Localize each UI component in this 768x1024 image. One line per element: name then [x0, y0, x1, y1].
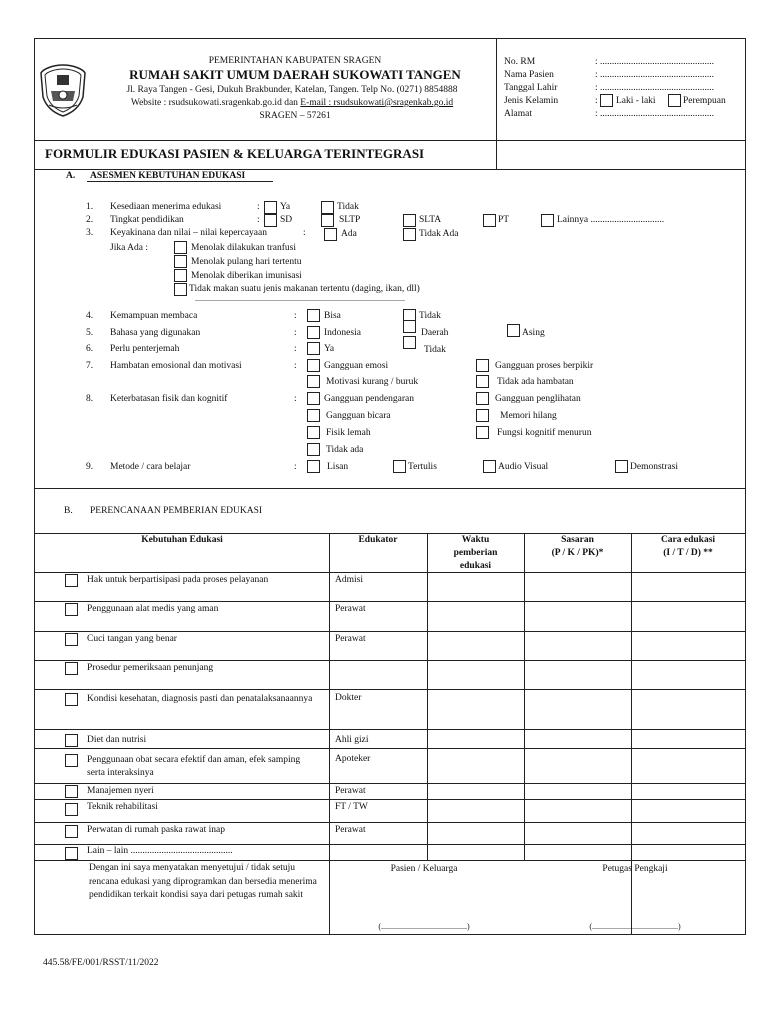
q9-demo-label: Demonstrasi: [630, 462, 679, 472]
q7-opt3-label: Motivasi kurang / buruk: [326, 377, 419, 387]
document-code: 445.58/FE/001/RSST/11/2022: [43, 958, 159, 968]
q2-colon: :: [257, 215, 260, 225]
col-header-target-2: (P / K / PK)*: [551, 548, 604, 558]
row-need: Diet dan nutrisi: [87, 735, 147, 745]
row-educator: Perawat: [335, 786, 366, 796]
q9-audio-checkbox[interactable]: [483, 460, 496, 473]
row-checkbox[interactable]: [65, 847, 78, 860]
q5-label: Bahasa yang digunakan: [110, 328, 201, 338]
q9-tertulis-label: Tertulis: [408, 462, 437, 472]
row-need: Prosedur pemeriksaan penunjang: [87, 663, 214, 673]
section-b-title: PERENCANAAN PEMBERIAN EDUKASI: [90, 506, 263, 516]
row-educator: Perawat: [335, 604, 366, 614]
col-header-educator: Edukator: [358, 535, 398, 545]
website-text: Website : rsudsukowati.sragenkab.go.id dan: [130, 98, 301, 108]
q8-opt6-label: Fungsi kognitif menurun: [497, 428, 592, 438]
q5-indonesia-label: Indonesia: [324, 328, 361, 338]
q6-ya-label: Ya: [324, 344, 335, 354]
q8-opt1-label: Gangguan pendengaran: [324, 394, 414, 404]
row-line: [35, 748, 745, 749]
col-header-time-3: edukasi: [459, 561, 492, 571]
q8-opt2-label: Gangguan penglihatan: [495, 394, 581, 404]
q1-number: 1.: [86, 202, 94, 212]
dob-field[interactable]: : ................................................: [595, 83, 715, 93]
sex-female-checkbox[interactable]: [668, 94, 681, 107]
row-educator: Perawat: [335, 825, 366, 835]
hospital-address: Jl. Raya Tangen - Gesi, Dukuh Brakbunder, Katelan, Tangen. Telp No. (0271) 8854888: [126, 85, 458, 95]
signature-patient-label: Pasien / Keluarga: [390, 864, 458, 874]
row-line: [35, 631, 745, 632]
q8-opt4-checkbox[interactable]: [476, 409, 489, 422]
q9-audio-label: Audio Visual: [498, 462, 549, 472]
gov-name: PEMERINTAHAN KABUPATEN SRAGEN: [208, 56, 382, 66]
q7-opt1-checkbox[interactable]: [307, 359, 320, 372]
q2-sltp-label: SLTP: [339, 215, 361, 225]
col-header-method-2: (I / T / D) **: [663, 548, 713, 558]
q9-number: 9.: [86, 462, 94, 472]
q8-colon: :: [294, 394, 297, 404]
q1-tidak-label: Tidak: [337, 202, 359, 212]
education-form: [34, 38, 746, 935]
q4-number: 4.: [86, 311, 94, 321]
regency-logo-icon: [39, 63, 87, 117]
q2-pt-checkbox[interactable]: [483, 214, 496, 227]
rm-field[interactable]: : ................................................: [595, 57, 715, 67]
q2-slta-checkbox[interactable]: [403, 214, 416, 227]
row-line: [35, 844, 745, 845]
q9-colon: :: [294, 462, 297, 472]
q6-tidak-checkbox[interactable]: [403, 336, 416, 349]
row-line: [35, 783, 745, 784]
row-need: Kondisi kesehatan, diagnosis pasti dan penatalaksanaannya: [87, 694, 313, 704]
q6-ya-checkbox[interactable]: [307, 342, 320, 355]
q3-label: Keyakinana dan nilai – nilai kepercayaan: [110, 228, 267, 238]
row-checkbox[interactable]: [65, 662, 78, 675]
header-bottom-line: [35, 140, 745, 141]
row-need: Penggunaan obat secara efektif dan aman, efek samping serta interaksinya: [87, 755, 301, 778]
q5-colon: :: [294, 328, 297, 338]
table-top-line: [35, 533, 745, 534]
col-header-need: Kebutuhan Edukasi: [141, 535, 223, 545]
hospital-name: RUMAH SAKIT UMUM DAERAH SUKOWATI TANGEN: [129, 67, 461, 82]
section-a-title: ASESMEN KEBUTUHAN EDUKASI: [90, 171, 246, 181]
q1-ya-checkbox[interactable]: [264, 201, 277, 214]
q8-opt5-label: Fisik lemah: [326, 428, 371, 438]
q5-asing-label: Asing: [522, 328, 545, 338]
row-line: [35, 822, 745, 823]
signature-officer-line[interactable]: (...........................................): [589, 922, 681, 931]
q5-number: 5.: [86, 328, 94, 338]
row-checkbox[interactable]: [65, 754, 78, 767]
q3-tidak-ada-checkbox[interactable]: [403, 228, 416, 241]
q3-number: 3.: [86, 228, 94, 238]
q9-lisan-checkbox[interactable]: [307, 460, 320, 473]
q7-number: 7.: [86, 361, 94, 371]
row-line: [35, 601, 745, 602]
q2-sd-checkbox[interactable]: [264, 214, 277, 227]
q7-label: Hambatan emosional dan motivasi: [110, 361, 242, 371]
q8-opt1-checkbox[interactable]: [307, 392, 320, 405]
q2-sd-label: SD: [280, 215, 293, 225]
row-checkbox[interactable]: [65, 734, 78, 747]
q7-opt3-checkbox[interactable]: [307, 375, 320, 388]
row-line: [35, 799, 745, 800]
q4-label: Kemampuan membaca: [110, 311, 198, 321]
col-header-time-2: pemberian: [453, 548, 498, 558]
table-header-line: [35, 572, 745, 573]
email-link[interactable]: E-mail : rsudsukowati@sragenkab.go.id: [300, 98, 454, 108]
q3-opt1-label: Menolak dilakukan tranfusi: [191, 243, 297, 253]
row-need: Cuci tangan yang benar: [87, 634, 177, 644]
name-field[interactable]: : ................................................: [595, 70, 715, 80]
q2-slta-label: SLTA: [419, 215, 442, 225]
q3-opt2-checkbox[interactable]: [174, 255, 187, 268]
q8-opt7-checkbox[interactable]: [307, 443, 320, 456]
q3-opt3-label: Menolak diberikan imunisasi: [191, 271, 302, 281]
q3-dots-line[interactable]: .........................................................................................................: [195, 294, 405, 303]
q3-colon: :: [303, 228, 306, 238]
address-field[interactable]: : ................................................: [595, 109, 715, 119]
q5-daerah-checkbox[interactable]: [403, 320, 416, 333]
row-checkbox[interactable]: [65, 574, 78, 587]
row-checkbox[interactable]: [65, 825, 78, 838]
q2-pt-label: PT: [498, 215, 510, 225]
q9-tertulis-checkbox[interactable]: [393, 460, 406, 473]
q3-ada-checkbox[interactable]: [324, 228, 337, 241]
consent-statement: Dengan ini saya menyatakan menyetujui / tidak setuju rencana edukasi yang diprogramkan dan bersedia menerima pendidikan terkait kondisi saya dari petugas rumah sakit: [89, 863, 317, 900]
row-educator: FT / TW: [335, 802, 368, 812]
row-need[interactable]: Lain – lain ...........................................: [87, 846, 233, 856]
row-educator: Perawat: [335, 634, 366, 644]
signature-patient-line[interactable]: (...........................................): [378, 922, 470, 931]
row-educator: Admisi: [335, 575, 363, 585]
row-checkbox[interactable]: [65, 803, 78, 816]
q2-number: 2.: [86, 215, 94, 225]
section-a-label: A.: [66, 171, 76, 181]
q7-opt1-label: Gangguan emosi: [324, 361, 389, 371]
q4-bisa-label: Bisa: [324, 311, 341, 321]
q8-opt4-label: Memori hilang: [500, 411, 557, 421]
q9-lisan-label: Lisan: [327, 462, 349, 472]
row-educator: Dokter: [335, 693, 362, 703]
row-educator: Apoteker: [335, 754, 371, 764]
q3-opt2-label: Menolak pulang hari tertentu: [191, 257, 302, 267]
q1-tidak-checkbox[interactable]: [321, 201, 334, 214]
q7-colon: :: [294, 361, 297, 371]
signature-officer-label: Petugas Pengkaji: [602, 864, 668, 874]
q2-sltp-checkbox[interactable]: [321, 214, 334, 227]
rm-label: No. RM: [504, 57, 536, 67]
q5-asing-checkbox[interactable]: [507, 324, 520, 337]
q8-opt7-label: Tidak ada: [326, 445, 364, 455]
col-header-method-1: Cara edukasi: [660, 535, 716, 545]
name-label: Nama Pasien: [504, 70, 554, 80]
q8-opt2-checkbox[interactable]: [476, 392, 489, 405]
q3-ada-label: Ada: [341, 229, 357, 239]
q7-opt2-checkbox[interactable]: [476, 359, 489, 372]
q2-label: Tingkat pendidikan: [110, 215, 184, 225]
q8-opt5-checkbox[interactable]: [307, 426, 320, 439]
q7-opt4-checkbox[interactable]: [476, 375, 489, 388]
website-line: [87, 98, 497, 108]
q6-tidak-label: Tidak: [424, 345, 446, 355]
q9-label: Metode / cara belajar: [110, 462, 191, 472]
sex-female-label: Perempuan: [683, 96, 726, 106]
section-b-label: B.: [64, 506, 73, 516]
q3-opt3-checkbox[interactable]: [174, 269, 187, 282]
q9-demo-checkbox[interactable]: [615, 460, 628, 473]
q3-opt1-checkbox[interactable]: [174, 241, 187, 254]
row-checkbox[interactable]: [65, 693, 78, 706]
section-a-underline: [87, 181, 273, 182]
sex-label: Jenis Kelamin: [504, 96, 559, 106]
q3-tidak-ada-label: Tidak Ada: [419, 229, 459, 239]
q4-colon: :: [294, 311, 297, 321]
q6-label: Perlu penterjemah: [110, 344, 180, 354]
row-checkbox[interactable]: [65, 603, 78, 616]
row-line: [35, 660, 745, 661]
q8-opt3-checkbox[interactable]: [307, 409, 320, 422]
q7-opt4-label: Tidak ada hambatan: [497, 377, 574, 387]
q8-label: Keterbatasan fisik dan kognitif: [110, 394, 228, 404]
row-educator: Ahli gizi: [335, 735, 369, 745]
form-title: FORMULIR EDUKASI PASIEN & KELUARGA TERINTEGRASI: [45, 146, 425, 161]
q1-ya-label: Ya: [280, 202, 291, 212]
sex-male-label: Laki - laki: [616, 96, 656, 106]
section-a-bottom-line: [35, 488, 745, 489]
q3-opt4-checkbox[interactable]: [174, 283, 187, 296]
q8-opt3-label: Gangguan bicara: [326, 411, 391, 421]
q1-label: Kesediaan menerima edukasi: [110, 202, 222, 212]
q3-opt4-label: Tidak makan suatu jenis makanan tertentu (daging, ikan, dll): [189, 284, 420, 294]
q5-indonesia-checkbox[interactable]: [307, 326, 320, 339]
row-need: Perwatan di rumah paska rawat inap: [87, 825, 225, 835]
q2-lainnya-label[interactable]: Lainnya ...............................: [557, 215, 665, 225]
q2-lainnya-checkbox[interactable]: [541, 214, 554, 227]
q8-opt6-checkbox[interactable]: [476, 426, 489, 439]
dob-label: Tanggal Lahir: [504, 83, 558, 93]
row-need: Hak untuk berpartisipasi pada proses pelayanan: [87, 575, 269, 585]
col-header-target-1: Sasaran: [561, 535, 594, 545]
col-line: [427, 533, 428, 860]
q1-colon: :: [257, 202, 260, 212]
q8-number: 8.: [86, 394, 94, 404]
row-line: [35, 689, 745, 690]
hospital-city: SRAGEN – 57261: [259, 111, 331, 121]
address-label: Alamat: [504, 109, 532, 119]
q4-bisa-checkbox[interactable]: [307, 309, 320, 322]
q5-daerah-label: Daerah: [421, 328, 449, 338]
sex-colon: :: [595, 96, 598, 106]
row-need: Manajemen nyeri: [87, 786, 154, 796]
row-line: [35, 860, 745, 861]
row-checkbox[interactable]: [65, 633, 78, 646]
row-line: [35, 729, 745, 730]
q6-number: 6.: [86, 344, 94, 354]
row-checkbox[interactable]: [65, 785, 78, 798]
row-need: Teknik rehabilitasi: [87, 802, 158, 812]
row-need: Penggunaan alat medis yang aman: [87, 604, 219, 614]
q7-opt2-label: Gangguan proses berpikir: [495, 361, 594, 371]
col-line: [524, 533, 525, 860]
title-bottom-line: [35, 169, 745, 170]
sex-male-checkbox[interactable]: [600, 94, 613, 107]
col-header-time-1: Waktu: [461, 535, 490, 545]
q6-colon: :: [294, 344, 297, 354]
q3-jika-label: Jika Ada :: [110, 243, 148, 253]
q4-tidak-label: Tidak: [419, 311, 441, 321]
